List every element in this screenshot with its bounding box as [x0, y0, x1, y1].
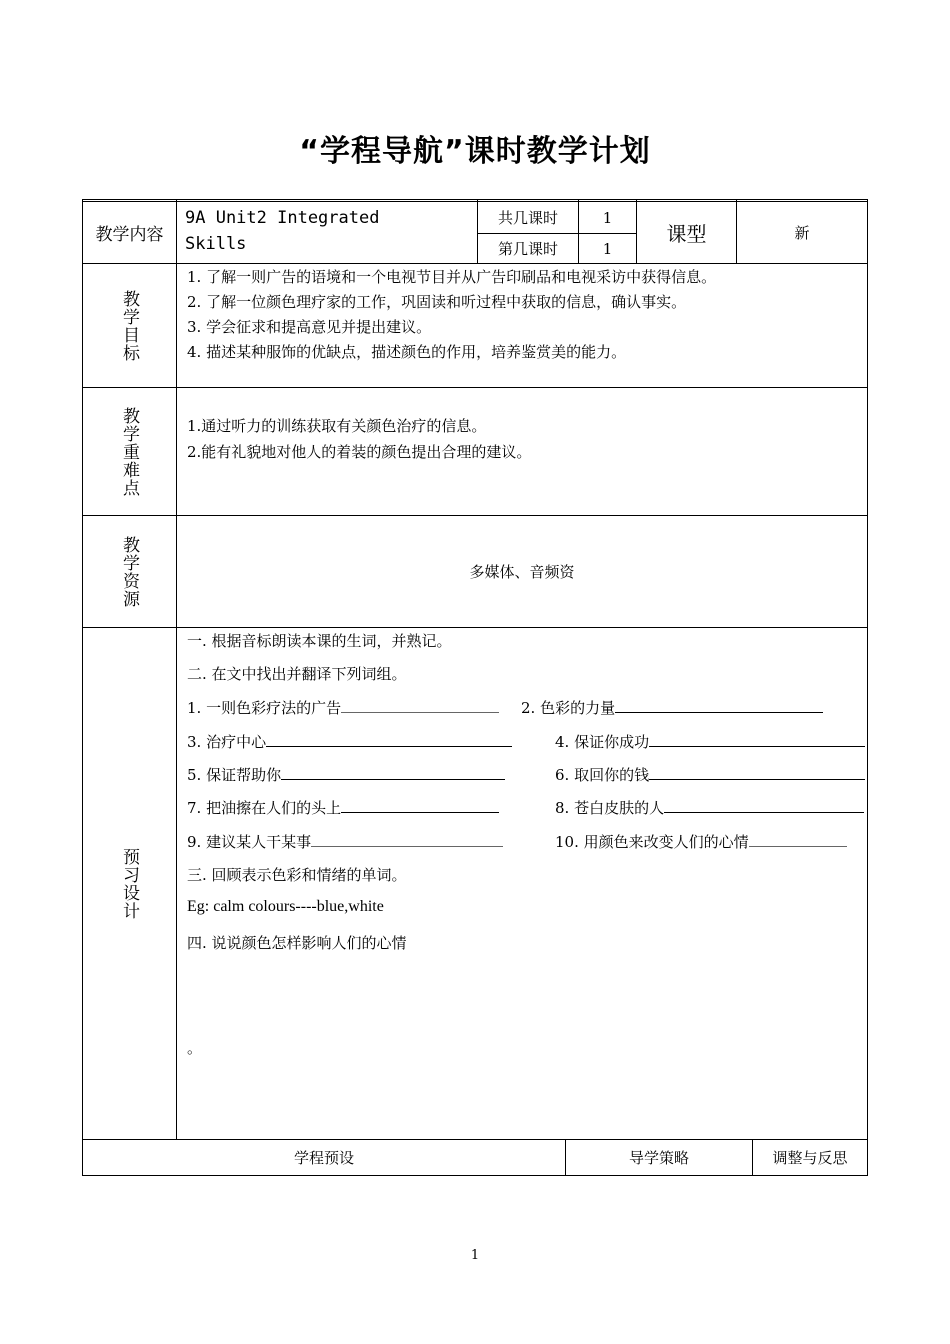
page-title: “学程导航”课时教学计划 — [299, 134, 651, 169]
lesson-type-value: 新 — [794, 224, 810, 242]
objectives-label: 教学目标 — [119, 289, 139, 362]
preview-label: 预习设计 — [119, 847, 139, 920]
preview-line-2: 二. 在文中找出并翻译下列词组。 — [187, 665, 407, 683]
phrase-item: 7. 把油擦在人们的头上 — [187, 797, 499, 818]
preview-line-4: 四. 说说颜色怎样影响人们的心情 — [187, 934, 407, 952]
preview-line-1: 一. 根据音标朗读本课的生词，并熟记。 — [187, 632, 452, 650]
preview-line-3: 三. 回顾表示色彩和情绪的单词。 — [187, 866, 407, 884]
phrase-item: 8. 苍白皮肤的人 — [555, 797, 864, 818]
period-number-label: 第几课时 — [497, 240, 558, 258]
period-number-value: 1 — [602, 239, 613, 258]
page-number: 1 — [470, 1248, 480, 1263]
resources-label: 教学资源 — [119, 535, 139, 608]
phrase-item: 4. 保证你成功 — [555, 731, 865, 752]
phrase-item: 9. 建议某人干某事 — [187, 831, 503, 852]
phrase-item: 10. 用颜色来改变人们的心情 — [555, 831, 847, 852]
footer-col-strategy: 导学策略 — [628, 1149, 689, 1167]
preview-example: Eg: calm colours----blue,white — [187, 898, 384, 915]
objective-item: 2. 了解一位颜色理疗家的工作，巩固读和听过程中获取的信息，确认事实。 — [187, 293, 687, 311]
total-periods-value: 1 — [602, 208, 613, 227]
key-point-item: 2.能有礼貌地对他人的着装的颜色提出合理的建议。 — [187, 443, 532, 461]
phrase-item: 1. 一则色彩疗法的广告 — [187, 697, 499, 718]
total-periods-label: 共几课时 — [497, 209, 558, 227]
objective-item: 3. 学会征求和提高意见并提出建议。 — [187, 318, 432, 336]
content-value-line1: 9A Unit2 Integrated — [185, 208, 380, 228]
lesson-type-label: 课型 — [666, 222, 707, 246]
key-point-item: 1.通过听力的训练获取有关颜色治疗的信息。 — [187, 417, 487, 435]
preview-dot: 。 — [187, 1039, 203, 1057]
objective-item: 1. 了解一则广告的语境和一个电视节目并从广告印刷品和电视采访中获得信息。 — [187, 268, 717, 286]
content-value-line2: Skills — [185, 234, 247, 254]
resources-value: 多媒体、音频资 — [469, 563, 575, 581]
footer-col-reflection: 调整与反思 — [772, 1149, 848, 1167]
phrase-item: 6. 取回你的钱 — [555, 764, 865, 785]
key-points-label: 教学重难点 — [119, 406, 139, 497]
objective-item: 4. 描述某种服饰的优缺点，描述颜色的作用，培养鉴赏美的能力。 — [187, 343, 627, 361]
phrase-item: 3. 治疗中心 — [187, 731, 512, 752]
footer-col-preset: 学程预设 — [293, 1149, 354, 1167]
phrase-item: 5. 保证帮助你 — [187, 764, 505, 785]
phrase-item: 2. 色彩的力量 — [521, 697, 823, 718]
content-label: 教学内容 — [95, 225, 164, 245]
